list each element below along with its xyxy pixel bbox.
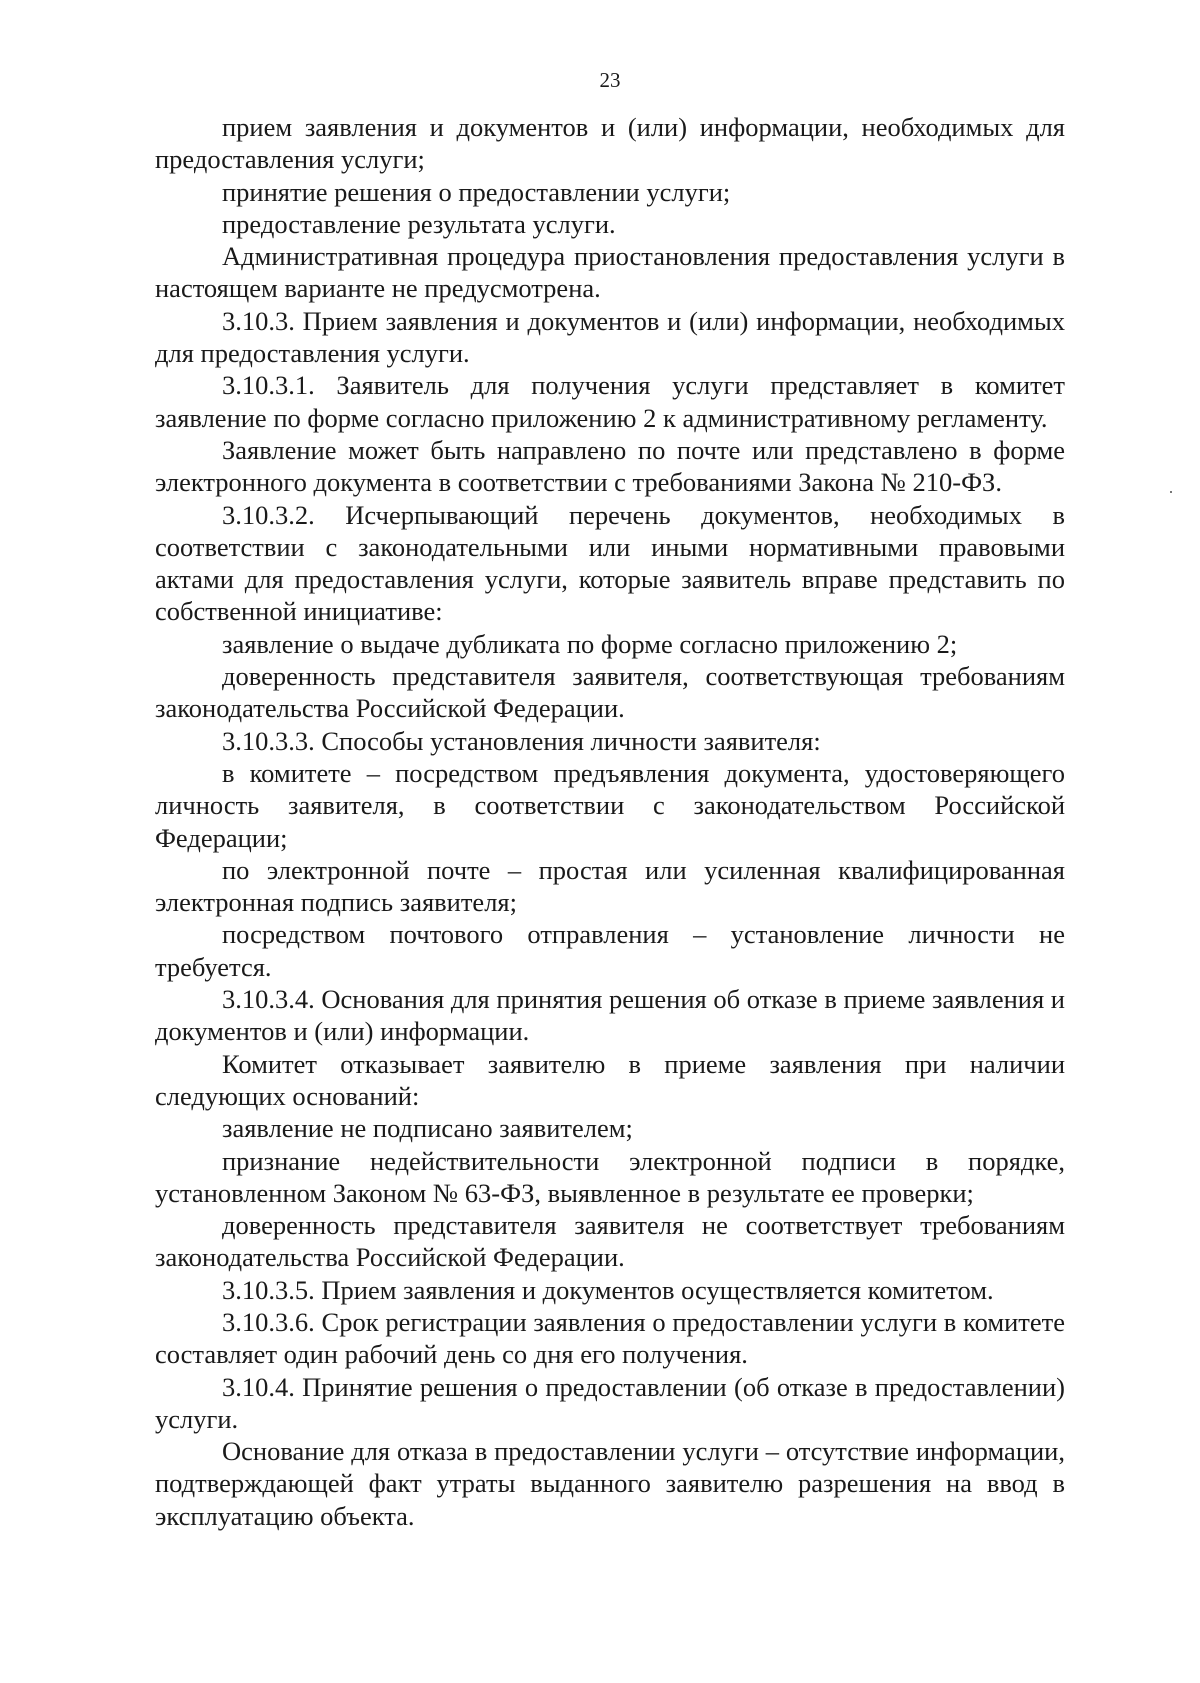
paragraph: 3.10.3.1. Заявитель для получения услуги представляет в комитет заявление по форме согласно приложению 2 к административному регламенту. bbox=[155, 370, 1065, 433]
paragraph: посредством почтового отправления – установление личности не требуется. bbox=[155, 919, 1065, 982]
paragraph: по электронной почте – простая или усиленная квалифицированная электронная подпись заявителя; bbox=[155, 854, 1065, 918]
section-heading: 3.10.3. Прием заявления и документов и (или) информации, необходимых для предоставления услуги. bbox=[155, 305, 1065, 369]
paragraph: заявление о выдаче дубликата по форме согласно приложению 2; bbox=[222, 628, 958, 659]
paragraph: 3.10.3.4. Основания для принятия решения об отказе в приеме заявления и документов и (или) информации. bbox=[155, 984, 1065, 1047]
paragraph: доверенность представителя заявителя не соответствует требованиям законодательства Российской Федерации. bbox=[155, 1210, 1065, 1273]
document-body bbox=[155, 111, 1065, 1532]
section-heading: 3.10.4. Принятие решения о предоставлении (об отказе в предоставлении) услуги. bbox=[155, 1371, 1065, 1434]
paragraph: 3.10.3.3. Способы установления личности заявителя: bbox=[222, 725, 821, 756]
paragraph: в комитете – посредством предъявления документа, удостоверяющего личность заявителя, в соответствии с законодательством Российской Федерации; bbox=[155, 757, 1065, 853]
paragraph: предоставление результата услуги. bbox=[222, 208, 616, 239]
scan-speck bbox=[1170, 491, 1172, 493]
paragraph: прием заявления и документов и (или) информации, необходимых для предоставления услуги; bbox=[155, 112, 1065, 175]
paragraph: Административная процедура приостановления предоставления услуги в настоящем варианте не предусмотрена. bbox=[155, 241, 1065, 304]
paragraph: Основание для отказа в предоставлении услуги – отсутствие информации, подтверждающей факт утраты выданного заявителю разрешения на ввод в эксплуатацию объекта. bbox=[155, 1436, 1065, 1531]
page-number: 23 bbox=[599, 68, 621, 92]
paragraph: заявление не подписано заявителем; bbox=[222, 1113, 633, 1144]
paragraph: 3.10.3.2. Исчерпывающий перечень документов, необходимых в соответствии с законодательными или иными нормативными правовыми актами для предоставления услуги, которые заявитель вправе представить по собственной инициативе: bbox=[155, 499, 1065, 627]
paragraph: Комитет отказывает заявителю в приеме заявления при наличии следующих оснований: bbox=[155, 1048, 1065, 1111]
paragraph: Заявление может быть направлено по почте или представлено в форме электронного документа в соответствии с требованиями Закона № 210-ФЗ. bbox=[155, 434, 1065, 498]
paragraph: 3.10.3.5. Прием заявления и документов осуществляется комитетом. bbox=[222, 1274, 994, 1305]
paragraph: 3.10.3.6. Срок регистрации заявления о предоставлении услуги в комитете составляет один рабочий день со дня его получения. bbox=[155, 1306, 1065, 1370]
paragraph: признание недействительности электронной подписи в порядке, установленном Законом № 63-ФЗ, выявленное в результате ее проверки; bbox=[155, 1145, 1065, 1208]
paragraph: принятие решения о предоставлении услуги; bbox=[222, 176, 731, 207]
paragraph: доверенность представителя заявителя, соответствующая требованиям законодательства Российской Федерации. bbox=[155, 661, 1065, 724]
